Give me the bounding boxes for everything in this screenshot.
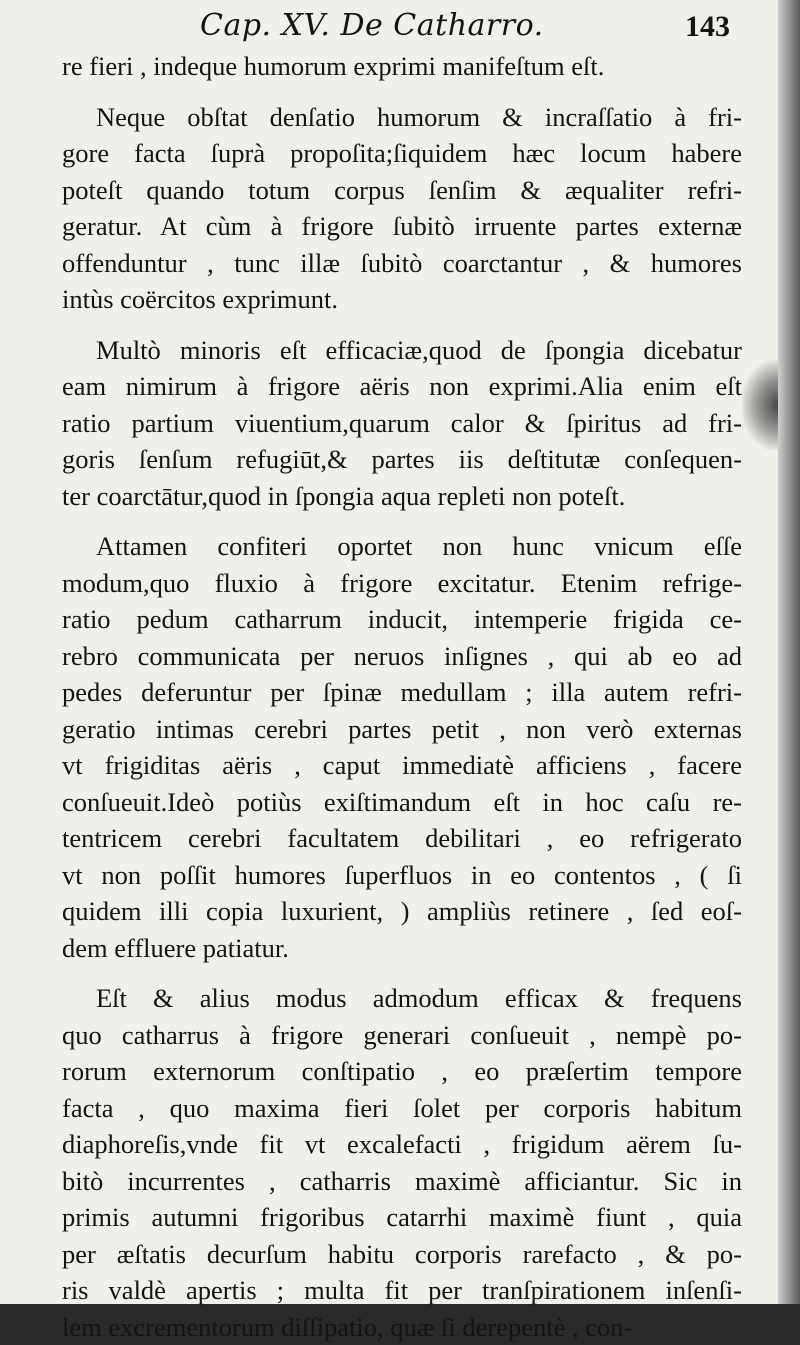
- text-line: per æſtatis decurſum habitu corporis rarefacto , & po-: [62, 1236, 742, 1273]
- text-line: pedes deferuntur per ſpinæ medullam ; illa autem refri-: [62, 674, 742, 711]
- page-edge-shadow: [778, 0, 800, 1304]
- paragraph: [62, 980, 742, 1345]
- text-line: quidem illi copia luxurient, ) ampliùs retinere , ſed eoſ-: [62, 893, 742, 930]
- text-line: facta , quo maxima fieri ſolet per corporis habitum: [62, 1090, 742, 1127]
- text-line: offenduntur , tunc illæ ſubitò coarctantur , & humores: [62, 245, 742, 282]
- paragraph: [62, 528, 742, 966]
- running-title: Cap. XV. De Catharro.: [200, 8, 544, 43]
- paragraph-gap: [62, 514, 742, 528]
- paragraph-gap: [62, 85, 742, 99]
- text-line: dem effluere patiatur.: [62, 930, 742, 967]
- page-number: 143: [685, 10, 730, 44]
- text-line: Attamen confiteri oportet non hunc vnicum eſſe: [62, 528, 742, 565]
- page-header: [200, 8, 740, 48]
- text-line: conſueuit.Ideò potiùs exiſtimandum eſt in hoc caſu re-: [62, 784, 742, 821]
- text-line: bitò incurrentes , catharris maximè afficiantur. Sic in: [62, 1163, 742, 1200]
- paragraph-gap: [62, 318, 742, 332]
- paragraph: [62, 332, 742, 515]
- text-line: eam nimirum à frigore aëris non exprimi.Alia enim eſt: [62, 368, 742, 405]
- text-line: rebro communicata per neruos inſignes , qui ab eo ad: [62, 638, 742, 675]
- paragraph-gap: [62, 966, 742, 980]
- text-line: Eſt & alius modus admodum efficax & frequens: [62, 980, 742, 1017]
- text-line: quo catharrus à frigore generari conſueuit , nempè po-: [62, 1017, 742, 1054]
- text-line: primis autumni frigoribus catarrhi maximè fiunt , quia: [62, 1199, 742, 1236]
- text-line: ter coarctātur,quod in ſpongia aqua repleti non poteſt.: [62, 478, 742, 515]
- text-line: vt frigiditas aëris , caput immediatè afficiens , facere: [62, 747, 742, 784]
- text-line: ratio pedum catharrum inducit, intemperie frigida ce-: [62, 601, 742, 638]
- paragraph: [62, 48, 742, 85]
- text-line: Multò minoris eſt efficaciæ,quod de ſpongia dicebatur: [62, 332, 742, 369]
- text-line: vt non poſſit humores ſuperfluos in eo contentos , ( ſi: [62, 857, 742, 894]
- text-line: modum,quo fluxio à frigore excitatur. Etenim refrige-: [62, 565, 742, 602]
- text-line: goris ſenſum refugiūt,& partes iis deſtitutæ conſequen-: [62, 441, 742, 478]
- text-line: ratio partium viuentium,quarum calor & ſpiritus ad fri-: [62, 405, 742, 442]
- paragraph: [62, 99, 742, 318]
- text-line: geratio intimas cerebri partes petit , non verò externas: [62, 711, 742, 748]
- text-line: Neque obſtat denſatio humorum & incraſſatio à fri-: [62, 99, 742, 136]
- text-line: ris valdè apertis ; multa fit per tranſpirationem inſenſi-: [62, 1272, 742, 1309]
- text-line: re fieri , indeque humorum exprimi manifeſtum eſt.: [62, 48, 742, 85]
- text-line: lem excrementorum diſſipatio, quæ ſi derepentè , con-: [62, 1309, 742, 1345]
- text-line: geratur. At cùm à frigore ſubitò irruente partes externæ: [62, 208, 742, 245]
- text-line: intùs coërcitos exprimunt.: [62, 281, 742, 318]
- text-line: tentricem cerebri facultatem debilitari , eo refrigerato: [62, 820, 742, 857]
- text-line: poteſt quando totum corpus ſenſim & æqualiter refri-: [62, 172, 742, 209]
- text-line: gore facta ſuprà propoſita;ſiquidem hæc locum habere: [62, 135, 742, 172]
- page-body-text: [62, 48, 742, 1345]
- text-line: rorum externorum conſtipatio , eo præſertim tempore: [62, 1053, 742, 1090]
- text-line: diaphoreſis,vnde fit vt excalefacti , frigidum aërem ſu-: [62, 1126, 742, 1163]
